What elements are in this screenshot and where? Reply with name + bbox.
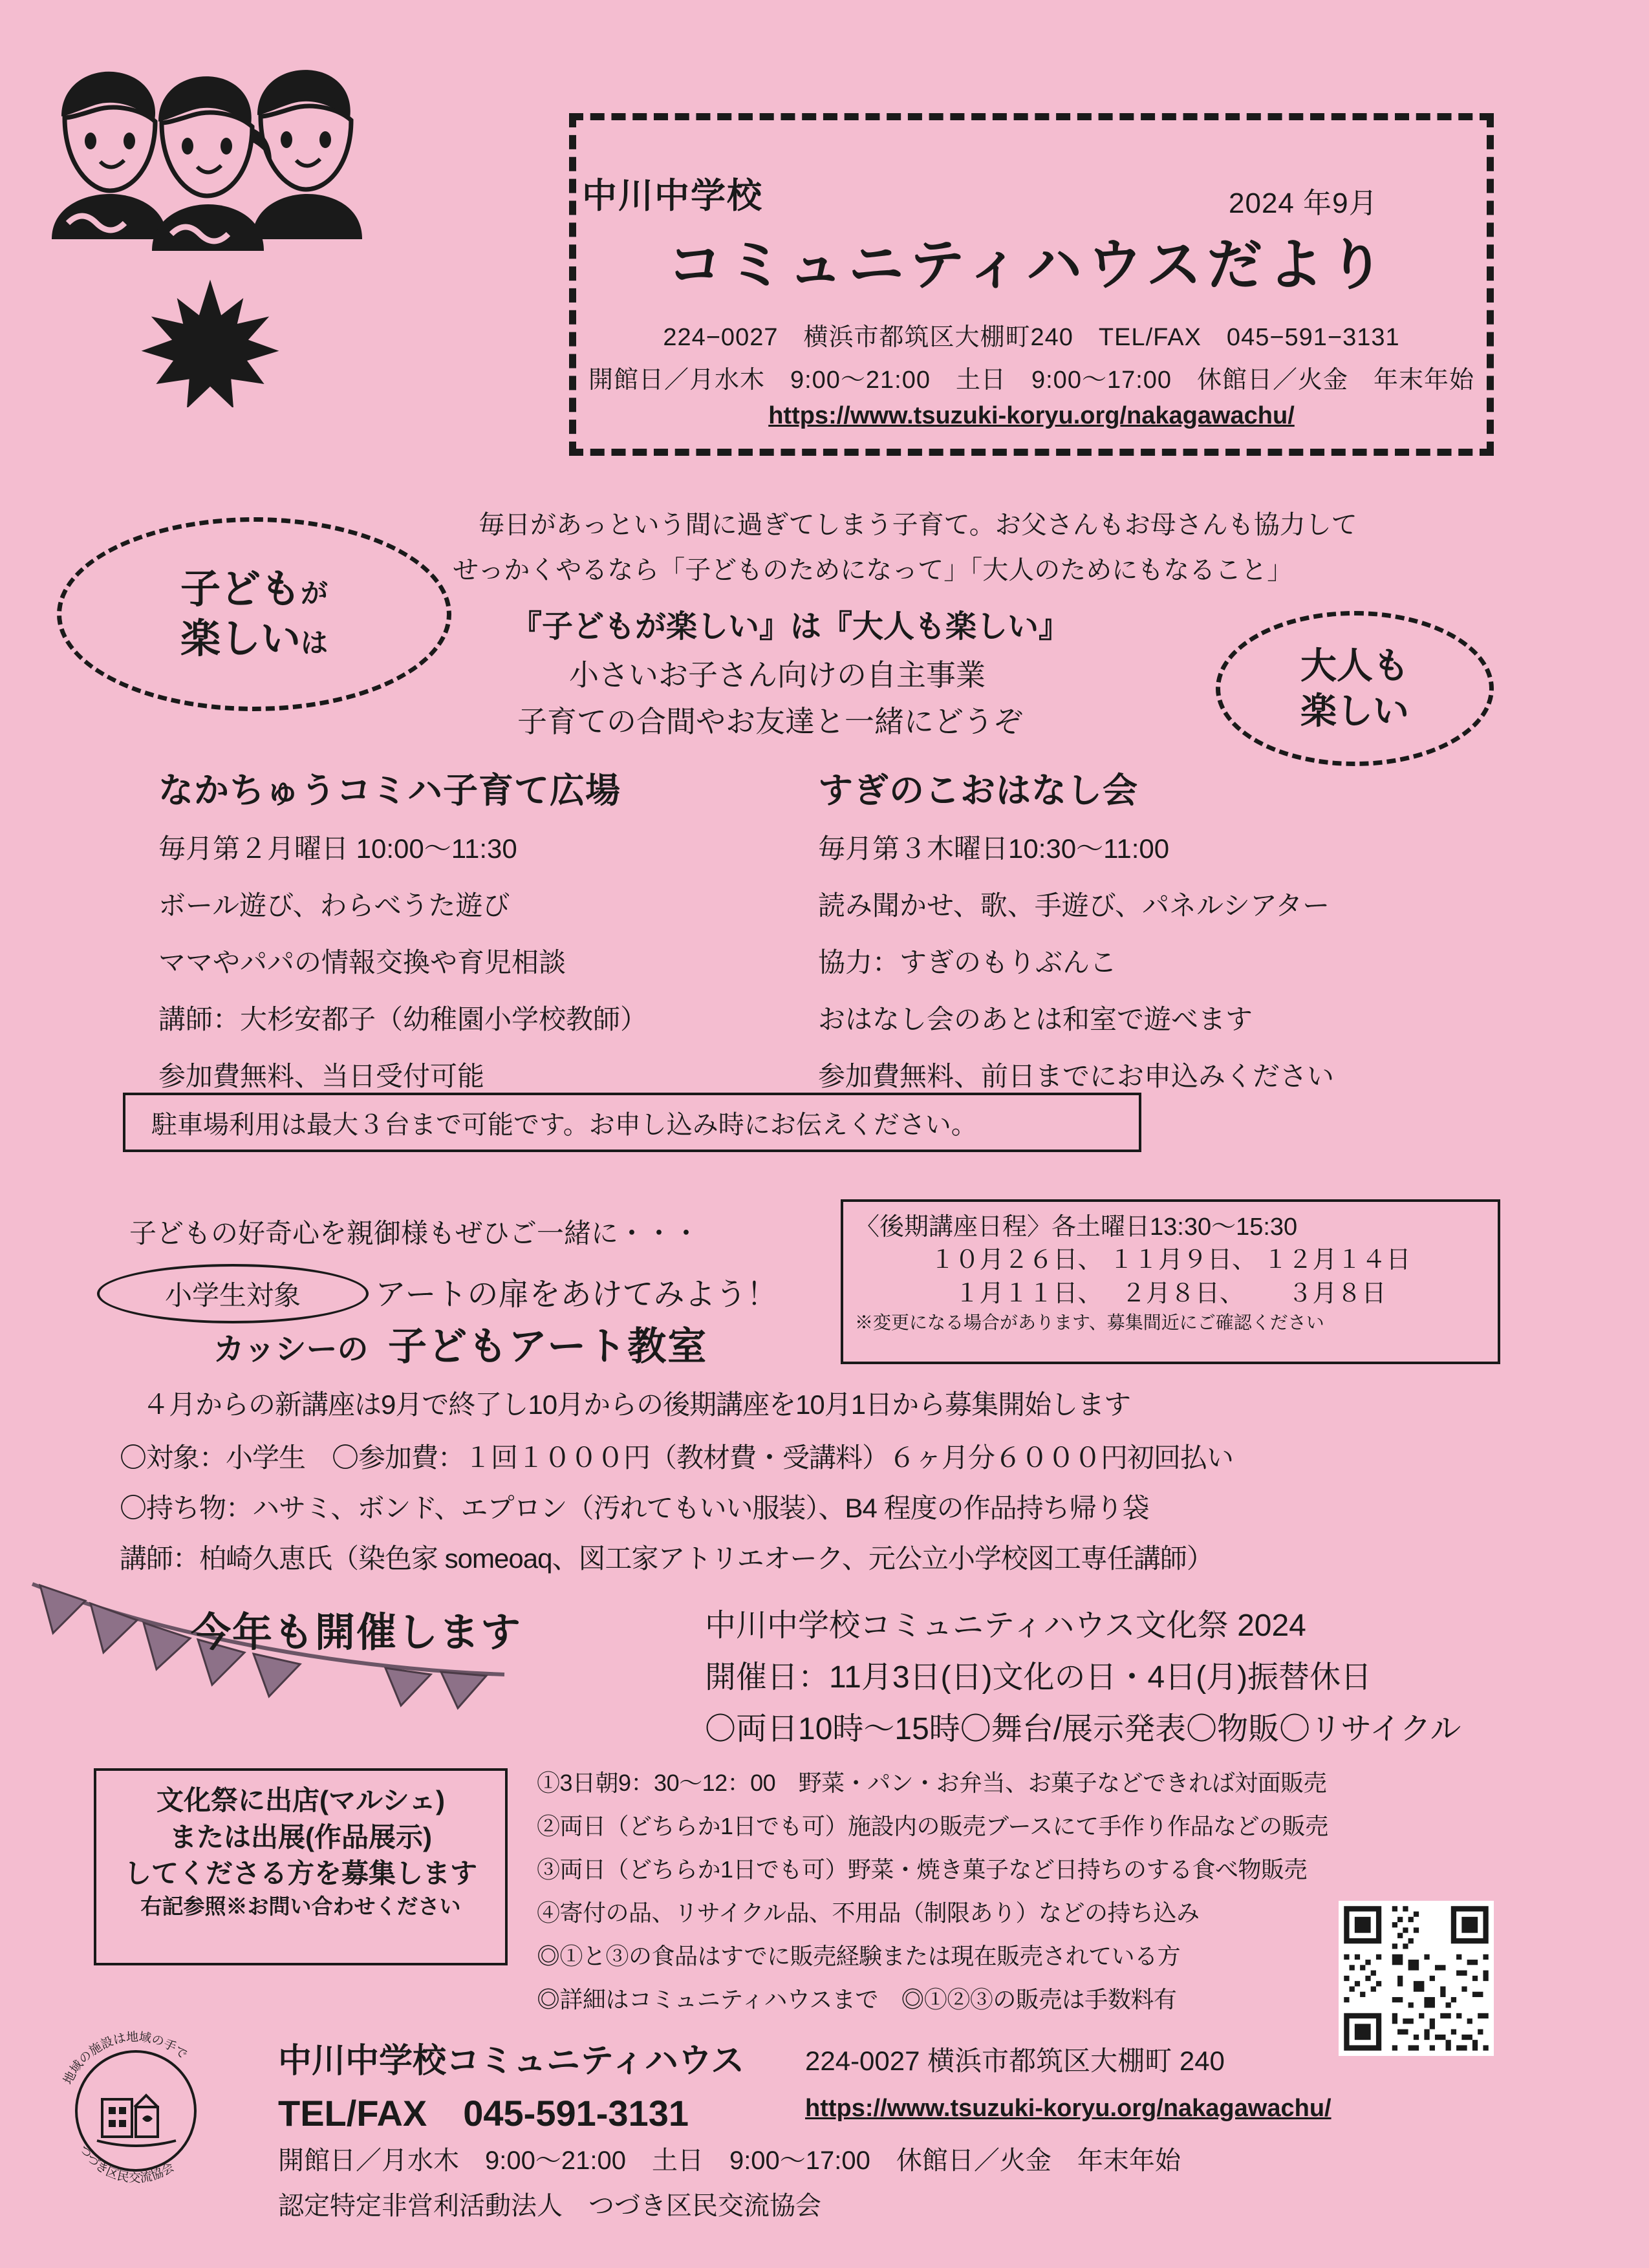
parking-note: 駐車場利用は最大３台まで可能です。お申し込み時にお伝えください。	[123, 1093, 1141, 1152]
footer-url-link[interactable]: https://www.tsuzuki-koryu.org/nakagawachu/	[805, 2095, 1331, 2122]
intro-line-4: 小さいお子さん向けの自主事業	[569, 658, 986, 692]
footer-organization: 認定特定非営利活動法人 つづき区民交流協会	[278, 2192, 821, 2220]
bubble-otona-mo-tanoshii	[1216, 611, 1494, 766]
program-title-1: なかちゅうコミハ子育て広場	[158, 771, 621, 810]
bubble-kodomo-ga-tanoshii	[57, 517, 451, 711]
program-2-line-3: 協力：すぎのもりぶんこ	[818, 947, 1117, 978]
bubble-left-wa: は	[301, 628, 329, 658]
bubble-right-line1: 大人も	[1300, 645, 1409, 686]
art-schedule-box	[841, 1199, 1500, 1364]
program-2-line-4: おはなし会のあとは和室で遊べます	[818, 1004, 1253, 1034]
festival-title: 中川中学校コミュニティハウス文化祭 2024	[705, 1609, 1306, 1643]
children-illustration	[39, 45, 556, 407]
festival-bullet-3: ③両日（どちらか1日でも可）野菜・焼き菓子など日持ちのする食べ物販売	[537, 1856, 1308, 1883]
issue-date: 2024 年9月	[1229, 187, 1378, 219]
art-class-title: 子どもアート教室	[388, 1325, 708, 1368]
program-1-line-2: ボール遊び、わらべうた遊び	[158, 890, 510, 921]
logo-text-top: 地域の施設は地域の手で	[61, 2030, 190, 2087]
art-row-3: 〇持ち物：ハサミ、ボンド、エプロン（汚れてもいい服装）、B4 程度の作品持ち帰り袋	[120, 1493, 1149, 1523]
art-row-2: 〇対象：小学生 〇参加費：１回１０００円（教材費・受講料）６ヶ月分６０００円初回払い	[120, 1442, 1234, 1473]
festival-date-line: 開催日：11月3日(日)文化の日・4日(月)振替休日	[705, 1660, 1372, 1695]
intro-line-3: 『子どもが楽しい』は『大人も楽しい』	[511, 610, 1070, 644]
header-address: 224−0027 横浜市都筑区大棚町240 TEL/FAX 045−591−3131	[663, 324, 1400, 351]
bubble-left-line2: 楽しい	[180, 617, 301, 661]
intro-line-2: せっかくやるなら「子どものためになって」「大人のためにもなること」	[453, 556, 1293, 584]
recruit-line-4: 右記参照※お問い合わせください	[140, 1894, 461, 1919]
svg-text:地域の施設は地域の手で	[61, 2030, 189, 2087]
program-1-line-4: 講師：大杉安都子（幼稚園小学校教師）	[158, 1004, 648, 1034]
footer-hours: 開館日／月水木 9:00〜21:00 土日 9:00〜17:00 休館日／火金 年末年始	[278, 2146, 1181, 2175]
festival-bullet-6: ◎詳細はコミュニティハウスまで ◎①②③の販売は手数料有	[537, 1986, 1177, 2013]
footer-name: 中川中学校コミュニティハウス	[278, 2042, 745, 2080]
program-1-line-3: ママやパパの情報交換や育児相談	[158, 947, 566, 978]
page-title: コミュニティハウスだより	[667, 234, 1390, 296]
art-schedule-note: ※変更になる場合があります、募集間近にご確認ください	[855, 1312, 1324, 1332]
recruit-line-2: または出展(作品展示)	[169, 1821, 432, 1852]
art-schedule-line-1: １０月２６日、 １１月９日、 １２月１４日	[930, 1246, 1411, 1274]
qr-code-icon	[1339, 1901, 1494, 2056]
art-row-1: ４月からの新講座は9月で終了し10月からの後期講座を10月1日から募集開始します	[142, 1389, 1131, 1420]
art-schedule-line-2: １月１１日、 ２月８日、 ３月８日	[954, 1279, 1386, 1307]
program-title-2: すぎのこおはなし会	[818, 771, 1138, 810]
association-logo-icon	[52, 2027, 220, 2195]
footer-tel: TEL/FAX 045-591-3131	[278, 2093, 689, 2134]
art-lead-text: 子どもの好奇心を親御様もぜひご一緒に・・・	[129, 1218, 700, 1248]
program-1-line-1: 毎月第２月曜日 10:00〜11:30	[158, 833, 517, 864]
footer-address: 224-0027 横浜市都筑区大棚町 240	[805, 2046, 1225, 2076]
intro-line-5: 子育ての合間やお友達と一緒にどうぞ	[517, 705, 1023, 738]
program-2-line-2: 読み聞かせ、歌、手遊び、パネルシアター	[818, 890, 1330, 921]
logo-text-bottom: つづき区民交流協会	[76, 2143, 177, 2186]
bubble-left-line1: 子ども	[180, 566, 301, 612]
festival-bullet-4: ④寄付の品、リサイクル品、不用品（制限あり）などの持ち込み	[537, 1899, 1200, 1926]
festival-kotoshi-text: 今年も開催します	[191, 1610, 523, 1655]
art-title-prefix: カッシーの	[213, 1332, 369, 1367]
recruit-line-1: 文化祭に出店(マルシェ)	[156, 1785, 446, 1815]
festival-bullet-5: ◎①と③の食品はすでに販売経験または現在販売されている方	[537, 1943, 1181, 1969]
program-1-line-5: 参加費無料、当日受付可能	[158, 1061, 485, 1091]
program-2-line-1: 毎月第３木曜日10:30〜11:00	[818, 833, 1170, 864]
header-hours: 開館日／月水木 9:00〜21:00 土日 9:00〜17:00 休館日／火金 年末年始	[588, 367, 1475, 394]
festival-bullet-1: ①3日朝9：30〜12：00 野菜・パン・お弁当、お菓子などできれば対面販売	[537, 1770, 1327, 1796]
art-target-badge: 小学生対象	[97, 1264, 369, 1323]
festival-bullet-2: ②両日（どちらか1日でも可）施設内の販売ブースにて手作り作品などの販売	[537, 1813, 1328, 1839]
header-url-link[interactable]: https://www.tsuzuki-koryu.org/nakagawachu/	[768, 402, 1295, 429]
art-schedule-title: 〈後期講座日程〉各土曜日13:30〜15:30	[855, 1214, 1298, 1241]
school-name: 中川中学校	[582, 177, 763, 215]
festival-recruit-box	[94, 1768, 508, 1965]
intro-line-1: 毎日があっという間に過ぎてしまう子育て。お父さんもお母さんも協力して	[479, 511, 1357, 539]
recruit-line-3: してくださる方を募集します	[124, 1858, 477, 1889]
bubble-right-line2: 楽しい	[1300, 690, 1409, 731]
bubble-left-ga: が	[301, 577, 329, 608]
art-row-4: 講師：柏崎久恵氏（染色家 someoaq、図工家アトリエオーク、元公立小学校図工専任講師）	[120, 1543, 1213, 1574]
program-2-line-5: 参加費無料、前日までにお申込みください	[818, 1061, 1335, 1091]
festival-detail-line: 〇両日10時〜15時〇舞台/展示発表〇物販〇リサイクル	[705, 1712, 1461, 1746]
art-open-text: アートの扉をあけてみよう！	[375, 1278, 778, 1312]
